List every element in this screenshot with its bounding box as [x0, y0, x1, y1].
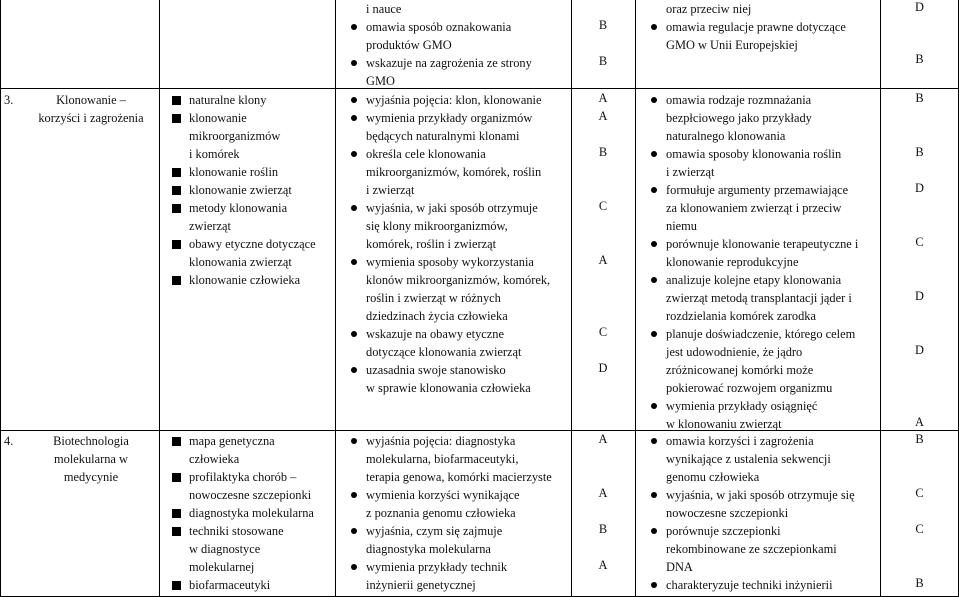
- list-item: wskazuje na zagrożenia ze strony GMO: [345, 54, 567, 90]
- list-item-text: wyjaśnia pojęcia: klon, klonowanie: [366, 93, 542, 107]
- bullet-icon: [651, 24, 657, 30]
- bullet-icon: [351, 60, 357, 66]
- list-item-text: mapa genetyczna człowieka: [189, 434, 275, 466]
- list-item: [168, 576, 334, 594]
- list-item-text: omawia korzyści i zagrożenia wynikające z ustalenia sekwencji genomu człowieka: [666, 434, 831, 484]
- grade-cell: A: [598, 253, 608, 267]
- grade-cell: A: [598, 486, 608, 500]
- list-item-text: wymienia przykłady osiągnięć w klonowaniu zwierząt: [666, 399, 818, 431]
- basic-grades: [571, 91, 635, 429]
- bullet-icon: [351, 367, 357, 373]
- list-item: [345, 361, 569, 397]
- grade-cell: A: [598, 558, 608, 572]
- bullet-icon: [351, 438, 357, 444]
- grade-cell: A: [598, 109, 608, 123]
- square-bullet-icon: [172, 473, 181, 482]
- grade-cell: D: [915, 289, 924, 303]
- basic-requirements-cell: [345, 91, 569, 397]
- topics-cell: [168, 432, 334, 594]
- grade-cell: B: [915, 576, 924, 590]
- square-bullet-icon: [172, 276, 181, 285]
- list-item: [645, 522, 879, 576]
- list-item-text: klonowanie mikroorganizmów i komórek: [189, 111, 281, 161]
- list-item: [345, 91, 569, 109]
- square-bullet-icon: [172, 437, 181, 446]
- square-bullet-icon: [172, 186, 181, 195]
- top-basic-continuation: i nauce: [366, 2, 402, 16]
- bullet-icon: [651, 97, 657, 103]
- list-item: [168, 468, 334, 504]
- grade-cell: D: [915, 181, 924, 195]
- grade-cell: A: [915, 415, 924, 429]
- list-item: [645, 91, 879, 145]
- top-basic-grades: [571, 0, 635, 88]
- top-extended-continuation: oraz przeciw niej: [666, 2, 752, 16]
- grade-cell: B: [598, 522, 608, 536]
- list-item-text: omawia sposoby klonowania roślin i zwierząt: [666, 147, 842, 179]
- grade-cell: B: [915, 91, 924, 105]
- list-item-text: uzasadnia swoje stanowisko w sprawie klonowania człowieka: [366, 363, 531, 395]
- square-bullet-icon: [172, 204, 181, 213]
- grade-cell: C: [598, 325, 608, 339]
- bullet-icon: [351, 528, 357, 534]
- list-item: [345, 522, 569, 558]
- list-item: [345, 558, 569, 594]
- list-item: [645, 432, 879, 486]
- bullet-icon: [651, 187, 657, 193]
- list-item: [345, 486, 569, 522]
- top-extended-cell: [645, 0, 878, 54]
- list-item-text: planuje doświadczenie, którego celem jest udowodnienie, że jądro zróżnicowanej komórki może pokierować rozwojem organizmu: [666, 327, 856, 395]
- square-bullet-icon: [172, 509, 181, 518]
- topics-cell: [168, 91, 334, 289]
- grade-cell: C: [915, 235, 924, 249]
- list-item-text: wymienia sposoby wykorzystania klonów mikroorganizmów, komórek, roślin i zwierząt w różnych dziedzinach życia człowieka: [366, 255, 551, 323]
- extended-requirements-cell: [645, 432, 879, 594]
- list-item-text: formułuje argumenty przemawiające za klonowaniem zwierząt i przeciw niemu: [666, 183, 849, 233]
- list-item-text: wyjaśnia, w jaki sposób otrzymuje się nowoczesne szczepionki: [666, 488, 855, 520]
- bullet-icon: [351, 564, 357, 570]
- list-item-text: biofarmaceutyki: [189, 578, 271, 592]
- list-item: [168, 109, 334, 163]
- grade-cell: B: [915, 52, 924, 66]
- grade-cell: D: [915, 343, 924, 357]
- list-item: [168, 181, 334, 199]
- bullet-icon: [651, 331, 657, 337]
- grade-cell: B: [598, 145, 608, 159]
- bullet-icon: [351, 115, 357, 121]
- list-item-text: określa cele klonowania mikroorganizmów, komórek, roślin i zwierząt: [366, 147, 542, 197]
- bullet-icon: [351, 259, 357, 265]
- grade-cell: C: [915, 486, 924, 500]
- bullet-icon: [351, 205, 357, 211]
- list-item-text: wyjaśnia pojęcia: diagnostyka molekularna, biofarmaceutyki, terapia genowa, komórki macierzyste: [366, 434, 552, 484]
- grade-cell: B: [915, 145, 924, 159]
- section-title: Klonowanie – korzyści i zagrożenia: [38, 93, 144, 125]
- bullet-icon: [651, 241, 657, 247]
- list-item-text: wymienia przykłady technik inżynierii genetycznej: [366, 560, 508, 592]
- list-item-text: analizuje kolejne etapy klonowania zwierząt metodą transplantacji jąder i rozdzielania komórek zarodka: [666, 273, 852, 323]
- bullet-icon: [351, 492, 357, 498]
- list-item: [345, 253, 569, 325]
- list-item: [168, 504, 334, 522]
- list-item: omawia regulacje prawne dotyczące GMO w Unii Europejskiej: [645, 18, 878, 54]
- grade-cell: B: [915, 432, 924, 446]
- list-item-text: porównuje klonowanie terapeutyczne i klonowanie reprodukcyjne: [666, 237, 859, 269]
- basic-grades: [571, 432, 635, 596]
- top-extended-grades: [880, 0, 959, 88]
- top-basic-cell: [345, 0, 567, 90]
- grade-cell: A: [598, 432, 608, 446]
- bullet-icon: [651, 151, 657, 157]
- list-item: [345, 145, 569, 199]
- list-item: [645, 397, 879, 433]
- list-item-text: naturalne klony: [189, 93, 267, 107]
- bullet-icon: [651, 438, 657, 444]
- list-item-text: klonowanie roślin: [189, 165, 279, 179]
- list-item: [168, 199, 334, 235]
- list-item: [168, 432, 334, 468]
- grade-cell: B: [598, 18, 608, 32]
- extended-requirements-cell: [645, 91, 879, 433]
- list-item-text: porównuje szczepionki rekombinowane ze szczepionkami DNA: [666, 524, 837, 574]
- list-item: [645, 145, 879, 181]
- bullet-icon: [351, 331, 357, 337]
- bullet-icon: [651, 492, 657, 498]
- list-item-text: klonowanie zwierząt: [189, 183, 292, 197]
- list-item: omawia sposób oznakowania produktów GMO: [345, 18, 567, 54]
- column-divider: [635, 0, 636, 597]
- grade-cell: C: [598, 199, 608, 213]
- list-item-text: charakteryzuje techniki inżynierii: [666, 578, 833, 592]
- grade-cell: D: [598, 361, 608, 375]
- basic-requirements-cell: [345, 432, 569, 594]
- grade-cell: B: [598, 54, 608, 68]
- square-bullet-icon: [172, 240, 181, 249]
- list-item: [645, 181, 879, 235]
- list-item: [345, 325, 569, 361]
- list-item-text: profilaktyka chorób – nowoczesne szczepionki: [189, 470, 312, 502]
- list-item-text: omawia rodzaje rozmnażania bezpłciowego jako przykłady naturalnego klonowania: [666, 93, 812, 143]
- row-number: 3.: [4, 93, 14, 107]
- list-item-text: obawy etyczne dotyczące klonowania zwierząt: [189, 237, 316, 269]
- bullet-icon: [651, 582, 657, 588]
- list-item: [168, 235, 334, 271]
- bullet-icon: [651, 528, 657, 534]
- square-bullet-icon: [172, 581, 181, 590]
- row-number: 4.: [4, 434, 14, 448]
- list-item-text: techniki stosowane w diagnostyce molekularnej: [189, 524, 284, 574]
- bullet-icon: [651, 277, 657, 283]
- list-item: [645, 235, 879, 271]
- list-item: [168, 271, 334, 289]
- list-item: [645, 576, 879, 594]
- column-divider: [335, 0, 336, 597]
- list-item-text: diagnostyka molekularna: [189, 506, 314, 520]
- extended-grades: [880, 91, 959, 429]
- square-bullet-icon: [172, 168, 181, 177]
- list-item: [345, 432, 569, 486]
- square-bullet-icon: [172, 96, 181, 105]
- bullet-icon: [351, 24, 357, 30]
- list-item-text: klonowanie człowieka: [189, 273, 301, 287]
- grade-cell: D: [915, 0, 924, 14]
- bullet-icon: [651, 403, 657, 409]
- list-item-text: wyjaśnia, w jaki sposób otrzymuje się klony mikroorganizmów, komórek, roślin i zwierząt: [366, 201, 538, 251]
- table-border-left: [0, 0, 1, 597]
- square-bullet-icon: [172, 114, 181, 123]
- extended-grades: [880, 432, 959, 596]
- list-item: [168, 522, 334, 576]
- list-item-text: wskazuje na obawy etyczne dotyczące klonowania zwierząt: [366, 327, 522, 359]
- list-item: [168, 163, 334, 181]
- bullet-icon: [351, 97, 357, 103]
- list-item: [645, 325, 879, 397]
- list-item-text: wymienia korzyści wynikające z poznania genomu człowieka: [366, 488, 520, 520]
- square-bullet-icon: [172, 527, 181, 536]
- list-item: [345, 109, 569, 145]
- list-item: [645, 271, 879, 325]
- bullet-icon: [351, 151, 357, 157]
- grade-cell: C: [915, 522, 924, 536]
- list-item: [645, 486, 879, 522]
- list-item: [168, 91, 334, 109]
- section-title: Biotechnologia molekularna w medycynie: [53, 434, 129, 484]
- grade-cell: A: [598, 91, 608, 105]
- list-item-text: wymienia przykłady organizmów będących naturalnymi klonami: [366, 111, 533, 143]
- list-item-text: wyjaśnia, czym się zajmuje diagnostyka molekularna: [366, 524, 503, 556]
- list-item-text: metody klonowania zwierząt: [189, 201, 288, 233]
- column-divider: [159, 0, 160, 597]
- list-item: [345, 199, 569, 253]
